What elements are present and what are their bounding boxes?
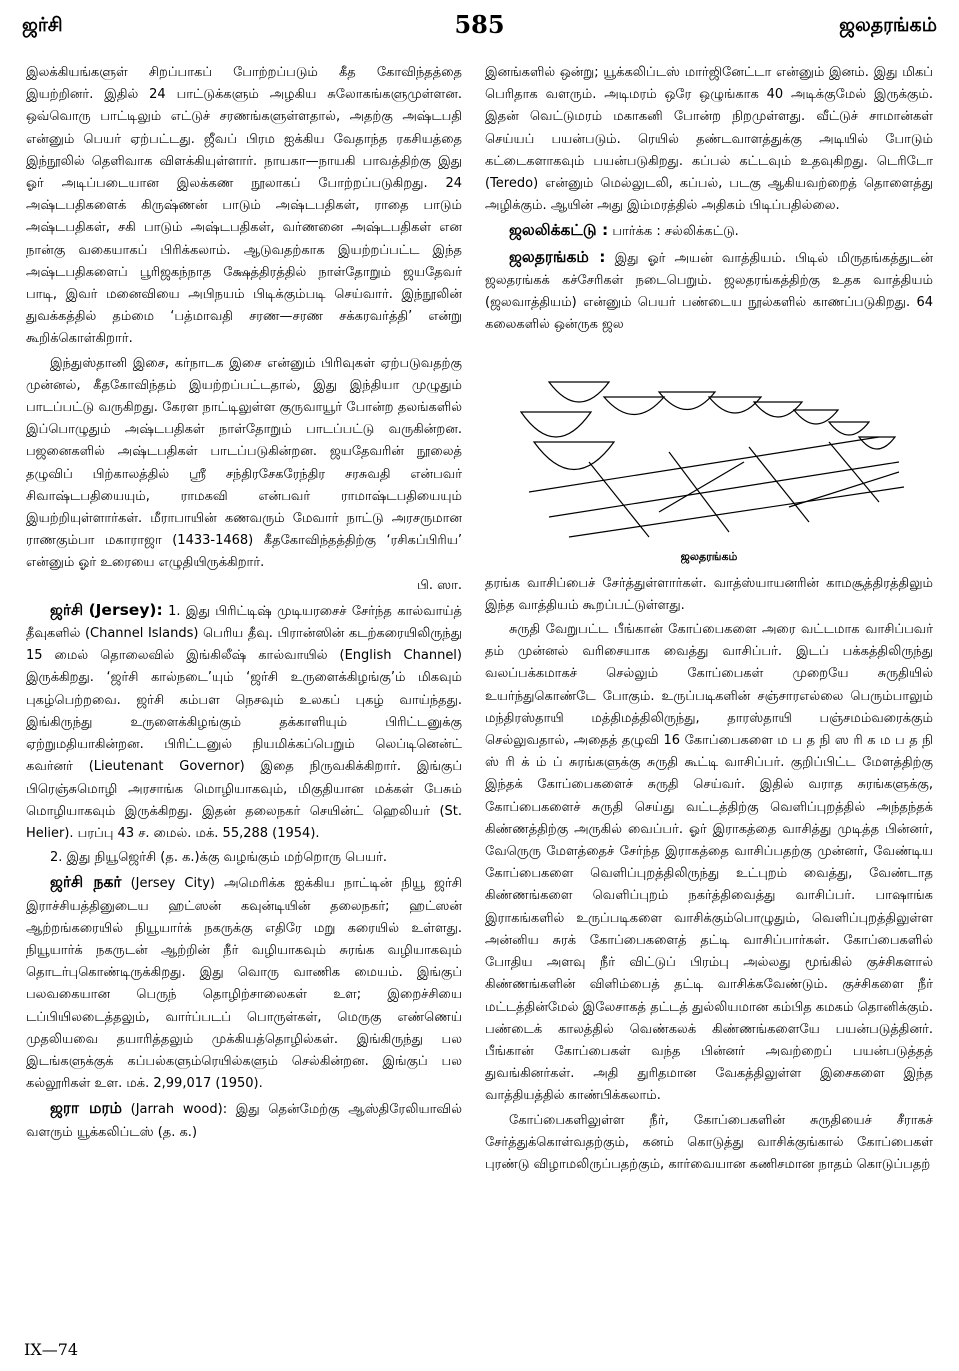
jarrah-continued: இனங்களில் ஒன்று; யூக்கலிப்டஸ் மார்ஜினேட்டா என்னும் இனம். இது மிகப் பெரிதாக வளரும். அடிமரம் ஒரே ஒழுங்காக 40 அடிக்குமேல் இருக்கும். இதன் வெட்டுமரம் மகாகனி போன்ற நிறமுள்ளது. வீட்டுச் சாமான்கள் செய்யப் பயன்படும். ரெயில் தண்டவாளத்துக்கு அடியில் போடும் கட்டைகளாகவும் பயன்படுகிறது. கப்பல் கட்டவும் உதவுகிறது. டெரிடோ (Teredo) என்னும் மெல்லுடலி, கப்பல், படகு ஆகியவற்றைத் தொளைத்து அழிக்கும். ஆயின் அது இம்மரத்தில் அதிகம் பிடிப்பதில்லை. — [485, 65, 933, 214]
header-left-title: ஜர்சி — [22, 14, 63, 36]
jallikattu-entry — [485, 219, 933, 243]
gita-govinda-paragraph-1: இலக்கியங்களுள் சிறப்பாகப் போற்றப்படும் கீத கோவிந்தத்தை இயற்றினர். இதில் 24 பாட்டுக்களும் அழகிய சுலோகங்களுமுள்ளன. ஒவ்வொரு பாட்டிலும் எட்டுச் சரணங்களுள்ளதால், அதற்கு அஷ்டபதி என்னும் பெயர் ஏற்பட்டது. ஜீவப் பிரம ஐக்கிய வேதாந்த ரகசியத்தை இந்நூலில் தெளிவாக விளக்கியுள்ளார். நாயகா—நாயகி பாவத்திற்கு இது ஓர் அடிப்படையான இலக்கண நூலாகப் போற்றப்படுகிறது. 24 அஷ்டபதிகளைக் கிருஷ்ணன் பாடும் அஷ்டபதிகள், ராதை பாடும் அஷ்டபதிகள், சகி பாடும் அஷ்டபதிகள், வர்ணனை அஷ்டபதிகள் என நான்கு வகையாகப் பிரிக்கலாம். ஆடுவதற்காக இயற்றப்பட்ட இந்த அஷ்டபதிகளைப் பூரிஜகந்நாத க்ஷேத்திரத்தில் நாள்தோறும் ஜயதேவர் பாடி, இவர் மனைவியை அபிநயம் பிடிக்கும்படி செய்வார். இந்நூலின் துவக்கத்தில் தம்மை ‘பத்மாவதி சரண—சரண சக்கரவர்த்தி’ என்று கூறிக்கொள்கிறார். — [26, 65, 462, 347]
left-column — [26, 62, 462, 1146]
jalatarangam-paragraph-3: சுருதி வேறுபட்ட பீங்கான் கோப்பைகளை அரை வட்டமாக வாசிப்பவர் தம் முன்னல் வரிசையாக வைத்து வாசிப்பர். இடப் பக்கத்திலிருந்து வலப்பக்கமாகச் செல்லும் கோப்பைகள் முறையே சுருதியில் உயர்ந்துகொண்டே போகும். உருப்படிகளின் சஞ்சாரஎல்லை பெரும்பாலும் மந்திரஸ்தாயி மத்திமத்திலிருந்து, தாரஸ்தாயி பஞ்சமம்வரைக்கும் செல்லுவதால், அதைத் தழுவி 16 கோப்பைகளை ம ப த நி ஸ ரி க ம ப த நி ஸ் ரி க் ம் ப் சுரங்களுக்கு சுருதி கூட்டி வாசிப்பர். குறிப்பிட்ட மேளத்திற்கு இந்தக் கோப்பைகளைச் சுருதி செய்வர். இதில் வராத சுரங்களுக்கு, கோப்பைகளைச் சுருதி செய்து வட்டத்திற்கு வெளிப்புறத்தில் அந்தந்தக் கிண்ணத்திற்கு அருகில் வைப்பர். ஓர் இராகத்தை வாசித்து முடித்த பின்னர், வேருெரு மேளத்தைச் சேர்ந்த இராகத்தை வாசிப்பதற்கு முன்னர், வேண்டிய கோப்பைகளை வெளிப்புறத்திலிருந்து உட்புறம் வைத்து, வேண்டாத கிண்ணங்களை வெளிப்புறம் நகர்த்திவைத்து வாசிப்பர். பாஷாங்க இராகங்களில் உருப்படிகளை வாசிக்கும்பொழுதும், வெளிப்புறத்திலுள்ள அன்னிய சுரக் கோப்பைகளைத் தட்டி வாசிப்பார்கள். கோப்பைகளில் போதிய அளவு நீர் விட்டுப் பிரம்பு அல்லது மூங்கில் குச்சிகளால் கிண்ணங்களின் விளிம்பைத் தட்டி வாசிக்கவேண்டும். குச்சிகளை நீர் மட்டத்தின்மேல் இலேசாகத் தட்டத் துல்லியமான கம்பித கமகம் தொனிக்கும். பண்டைக் காலத்தில் வெண்கலக் கிண்ணங்களையே பயன்படுத்தினர். பீங்கான் கோப்பைகள் வந்த பின்னர் அவற்றைப் பயன்படுத்தத் துவங்கினர்கள். அதி துரிதமான வேகத்திலுள்ள இசைகளை இந்த வாத்தியத்தில் காண்பிக்கலாம். — [485, 622, 933, 1104]
jallikattu-text: பார்க்க : சல்லிக்கட்டு. — [612, 224, 739, 240]
jersey-city-entry — [26, 871, 462, 1095]
jarrah-entry — [26, 1097, 462, 1143]
jarrah-text: இது தென்மேற்கு ஆஸ்திரேலியாவில் வளரும் யூக்கலிப்டஸ் (த. க.) — [26, 1102, 463, 1140]
jallikattu-head: ஜலலிக்கட்டு : — [509, 221, 609, 240]
jalatarangam-head: ஜலதரங்கம் : — [509, 247, 606, 266]
figure-caption: ஜலதரங்கம் — [680, 550, 738, 564]
jalatarangam-text: இது ஓர் அயன் வாத்தியம். பிடில் மிருதங்கத்துடன் ஜலதரங்கக் கச்சேரிகள் நடைபெறும். ஜலதரங்கத்திற்கு உதக வாத்தியம் (ஜலவாத்தியம்) என்னும் பெயர் பண்டைய நூல்களில் காணப்படுகிறது. 64 கலைகளில் ஒன்ருக ஜல — [485, 250, 933, 333]
jalatarangam-illustration — [509, 342, 909, 542]
jersey-entry-text: 1. இது பிரிட்டிஷ் முடியரசைச் சேர்ந்த கால்வாய்த் தீவுகளில் (Channel Islands) பெரிய தீவு. பிரான்ஸின் கடற்கரையிலிருந்து 15 மைல் தொலைவில் இங்கிலீஷ் கால்வாயில் (English Channel) இருக்கிறது. ‘ஜர்சி கால்நடை’யும் ‘ஜர்சி உருளைக்கிழங்கு’ம் மிகவும் புகழ்பெற்றவை. ஜர்சி கம்பள நெசவும் உலகப் புகழ் வாய்ந்தது. இங்கிருந்து உருளைக்கிழங்கும் தக்காளியும் பிரிட்டனுக்கு ஏற்றுமதியாகின்றன. பிரிட்டனுல் நியமிக்கப்பெறும் லெப்டினென்ட் கவர்னர் (Lieutenant Governor) இதை நிருவகிக்கிறார். இங்குப் பிரெஞ்சுமொழி அரசாங்க மொழியாகவும், மிகுதியான மக்கள் பேசும் மொழியாகவும் இருக்கிறது. இதன் தலைநகர் செயின்ட் ஹெலியர் (St. Helier). பரப்பு 43 ச. மைல். மக். 55,288 (1954). — [26, 603, 462, 841]
page-number: 585 — [454, 10, 505, 39]
jersey-entry-head: ஜர்சி — [50, 600, 84, 619]
jarrah-head-en: (Jarrah wood): — [130, 1102, 228, 1118]
jalatarangam-figure — [485, 342, 933, 568]
jalatarangam-paragraph-4: கோப்பைகளிலுள்ள நீர், கோப்பைகளின் சுருதியைச் சீராகச் சேர்த்துக்கொள்வதற்கும், கனம் கொடுத்து வாசிக்குங்கால் கோப்பைகள் புரண்டு விழாமலிருப்பதற்கும், கார்வையான கணிசமான நாதம் கொடுப்பதற் — [485, 1112, 933, 1172]
jalatarangam-paragraph-2: தரங்க வாசிப்பைச் சேர்த்துள்ளார்கள். வாத்ஸ்யாயனரின் காமசூத்திரத்திலும் இந்த வாத்தியம் கூறப்பட்டுள்ளது. — [485, 575, 933, 613]
jarrah-head: ஜரா மரம் — [50, 1099, 122, 1118]
jersey-city-head-en: (Jersey City) — [130, 876, 215, 892]
jersey-entry — [26, 599, 462, 845]
volume-page-marker: IX—74 — [24, 1340, 79, 1359]
jersey-entry-head-en: (Jersey): — [88, 600, 163, 619]
header-right-title: ஜலதரங்கம் — [839, 14, 937, 36]
jersey-city-text: அமெரிக்க ஐக்கிய நாட்டின் நியூ ஜர்சி இராச்சியத்தினுடைய ஹட்ஸன் கவுன்டியின் தலைநகர்; ஹட்ஸன் ஆற்றங்கரையில் நியூயார்க் நகருக்கு எதிரே மறு கரையில் உள்ளது. நியூயார்க் நகருடன் ஆற்றின் நீர் வழியாகவும் சுரங்க வழியாகவும் தொடர்புகொண்டிருக்கிறது. இது வொரு வாணிக மையம். இங்குப் பலவகையான பெருந் தொழிற்சாலைகள் உள; இறைச்சியை டப்பியிலடைத்தலும், வார்ப்படப் பொருள்கள், மெருகு எண்ணெய் முதலியவை தயாரித்தலும் முக்கியத்தொழில்கள். இங்கிருந்து பல இடங்களுக்குக் கப்பல்களும்ரெயில்களும் செல்கின்றன. இங்குப் பல கல்லூரிகள் உள. மக். 2,99,017 (1950). — [26, 876, 462, 1092]
author-signature: பி. ஸா. — [416, 577, 462, 593]
gita-govinda-paragraph-2 — [26, 353, 462, 597]
page-header — [22, 8, 937, 48]
jersey-entry-2: 2. இது நியூஜெர்சி (த. க.)க்கு வழங்கும் மற்றொரு பெயர். — [50, 850, 388, 866]
jalatarangam-entry — [485, 246, 933, 337]
right-column — [485, 62, 933, 1178]
gita-govinda-paragraph-2-text: இந்துஸ்தானி இசை, கர்நாடக இசை என்னும் பிரிவுகள் ஏற்படுவதற்கு முன்னல், கீதகோவிந்தம் இயற்றப்பட்டதால், இது இந்தியா முழுதும் பாடப்பட்டு வருகிறது. கேரள நாட்டிலுள்ள குருவாயூர் போன்ற தலங்களில் இப்பொழுதும் அஷ்டபதிகள் நாள்தோறும் பாடப்பட்டு வருகின்றன. பஜனைகளில் அஷ்டபதிகள் பாடப்படுகின்றன. ஜயதேவரின் நூலைத் தழுவிப் பிற்காலத்தில் ஸ்ரீ சந்திரசேகரேந்திர சரசுவதி என்பவர் சிவாஷ்டபதியையும், ராமகவி என்பவர் ராமாஷ்டபதியையும் இயற்றியுள்ளார்கள். மீராபாயின் கணவரும் மேவார் நாட்டு அரசருமான ராணகும்பா மகாராஜா (1433-1468) கீதகோவிந்தத்திற்கு ‘ரசிகப்பிரிய’ என்னும் ஓர் உரையை எழுதியிருக்கிறார். — [26, 355, 462, 571]
jersey-city-head: ஜர்சி நகர் — [50, 873, 122, 892]
